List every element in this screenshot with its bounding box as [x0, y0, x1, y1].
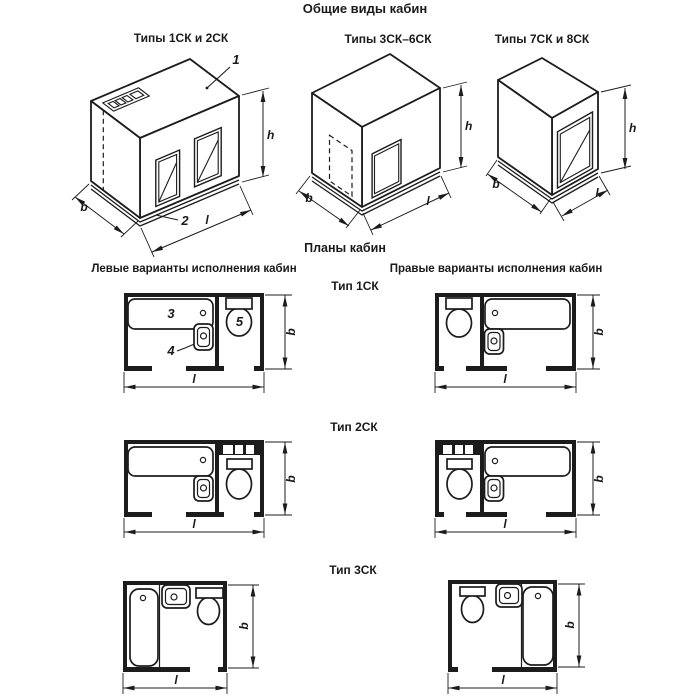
- sink: [485, 476, 504, 501]
- dim-label-h: h: [267, 128, 275, 142]
- callout-base: [156, 213, 189, 228]
- bathtub: [485, 299, 570, 329]
- dim-label-b: b: [237, 622, 251, 630]
- toilet-tank: [226, 298, 252, 309]
- bath-drain: [492, 458, 497, 463]
- dimension-b: [577, 442, 606, 515]
- plan-1sk-left: [115, 288, 300, 398]
- toilet-bowl: [198, 598, 220, 625]
- toilet-tank: [460, 587, 485, 596]
- dimension-l: [124, 517, 264, 538]
- toilet-tank: [446, 298, 472, 309]
- dim-label-b: b: [284, 328, 298, 336]
- column-header-left: Левые варианты исполнения кабин: [91, 263, 297, 275]
- dimension-b: [558, 584, 585, 667]
- dim-label-b: b: [492, 177, 500, 191]
- plans-section-title: Планы кабин: [304, 241, 386, 255]
- iso-view-1sk-2sk: [55, 50, 285, 262]
- dim-label-h: h: [629, 121, 637, 135]
- sink-drain: [201, 333, 207, 339]
- cabin-box: [312, 54, 440, 215]
- toilet-bowl: [447, 469, 472, 499]
- toilet-bowl: [462, 596, 484, 623]
- callout-sink: [166, 343, 194, 358]
- sink: [496, 584, 522, 607]
- bathtub: [523, 587, 553, 665]
- sink-drain: [491, 485, 497, 491]
- row-label-1sk: Тип 1СК: [331, 279, 379, 293]
- dim-label-l: l: [426, 194, 430, 208]
- plan-1sk-right: [430, 288, 615, 398]
- toilet-bowl: [227, 469, 252, 499]
- dim-label-l: l: [192, 517, 196, 531]
- dim-label-l: l: [192, 372, 196, 386]
- sink: [485, 329, 504, 354]
- toilet-tank: [447, 459, 472, 469]
- dimension-h: [601, 85, 636, 173]
- dimension-l: [448, 673, 557, 694]
- view-label-1sk-2sk: Типы 1СК и 2СК: [133, 31, 229, 45]
- row-label-3sk: Тип 3СК: [329, 563, 377, 577]
- dimension-b: [577, 295, 606, 369]
- dimension-l: [435, 517, 576, 538]
- bath-drain: [200, 310, 205, 315]
- callout-toilet-label: 5: [235, 314, 244, 329]
- dimension-l: [123, 673, 227, 694]
- cabin-box: [498, 58, 598, 203]
- column-header-right: Правые варианты исполнения кабин: [389, 263, 603, 275]
- toilet: [196, 588, 223, 625]
- callout-base-label: 2: [181, 213, 189, 228]
- dimension-b: [228, 585, 259, 668]
- view-label-7sk-8sk: Типы 7СК и 8СК: [494, 32, 590, 46]
- sink: [162, 585, 190, 608]
- toilet: [447, 459, 472, 499]
- dimension-h: [443, 82, 472, 172]
- bath-drain: [492, 310, 497, 315]
- toilet: [460, 587, 485, 623]
- toilet: [227, 459, 253, 499]
- toilet-tank: [196, 588, 223, 598]
- plan-3sk-left: [112, 578, 277, 700]
- sink: [194, 324, 213, 350]
- sink-drain: [171, 594, 177, 600]
- plan-2sk-right: [430, 435, 615, 545]
- dimension-b: [265, 442, 298, 515]
- dim-label-b: b: [284, 475, 298, 483]
- dim-label-h: h: [465, 119, 473, 133]
- sink-drain: [491, 338, 497, 344]
- dim-label-l: l: [503, 517, 507, 531]
- callout-sink-label: 4: [167, 343, 175, 358]
- toilet-bowl: [447, 309, 472, 337]
- iso-view-3sk-6sk: [295, 45, 485, 240]
- partition-wall: [215, 444, 219, 512]
- dimension-l: [124, 372, 264, 393]
- dim-label-l: l: [174, 673, 178, 687]
- vent-block: [439, 440, 484, 455]
- callout-roof-label: 1: [232, 52, 240, 67]
- bath-drain: [535, 593, 540, 598]
- partition-wall: [215, 297, 219, 366]
- dim-label-l: l: [501, 673, 505, 687]
- toilet: [446, 298, 472, 337]
- dim-label-l: l: [595, 186, 599, 200]
- vent-block: [219, 440, 264, 455]
- sink-drain: [201, 485, 207, 491]
- dim-label-l: l: [205, 213, 209, 227]
- dim-label-b: b: [563, 621, 577, 629]
- dimension-b: [265, 295, 298, 369]
- dimension-l: [435, 372, 576, 393]
- dimension-h: [242, 88, 274, 182]
- cabin-box: [91, 59, 239, 226]
- sink: [194, 476, 213, 501]
- dim-label-b: b: [592, 475, 606, 483]
- plan-2sk-left: [115, 435, 300, 545]
- bathtub: [130, 589, 158, 666]
- partition-wall: [480, 297, 484, 366]
- bath-drain: [200, 457, 205, 462]
- toilet-tank: [227, 459, 252, 469]
- bathtub: [485, 447, 570, 476]
- page-title: Общие виды кабин: [302, 1, 428, 16]
- callout-bath-label: 3: [167, 306, 175, 321]
- bath-drain: [140, 595, 145, 600]
- dim-label-b: b: [592, 328, 606, 336]
- sink-drain: [505, 593, 511, 599]
- dim-label-b: b: [305, 191, 313, 205]
- bathtub: [128, 447, 213, 476]
- dim-label-b: b: [80, 200, 88, 214]
- plan-3sk-right: [440, 578, 605, 700]
- dim-label-l: l: [503, 372, 507, 386]
- view-label-3sk-6sk: Типы 3СК–6СК: [344, 32, 432, 46]
- row-label-2sk: Тип 2СК: [330, 420, 378, 434]
- iso-view-7sk-8sk: [485, 50, 655, 225]
